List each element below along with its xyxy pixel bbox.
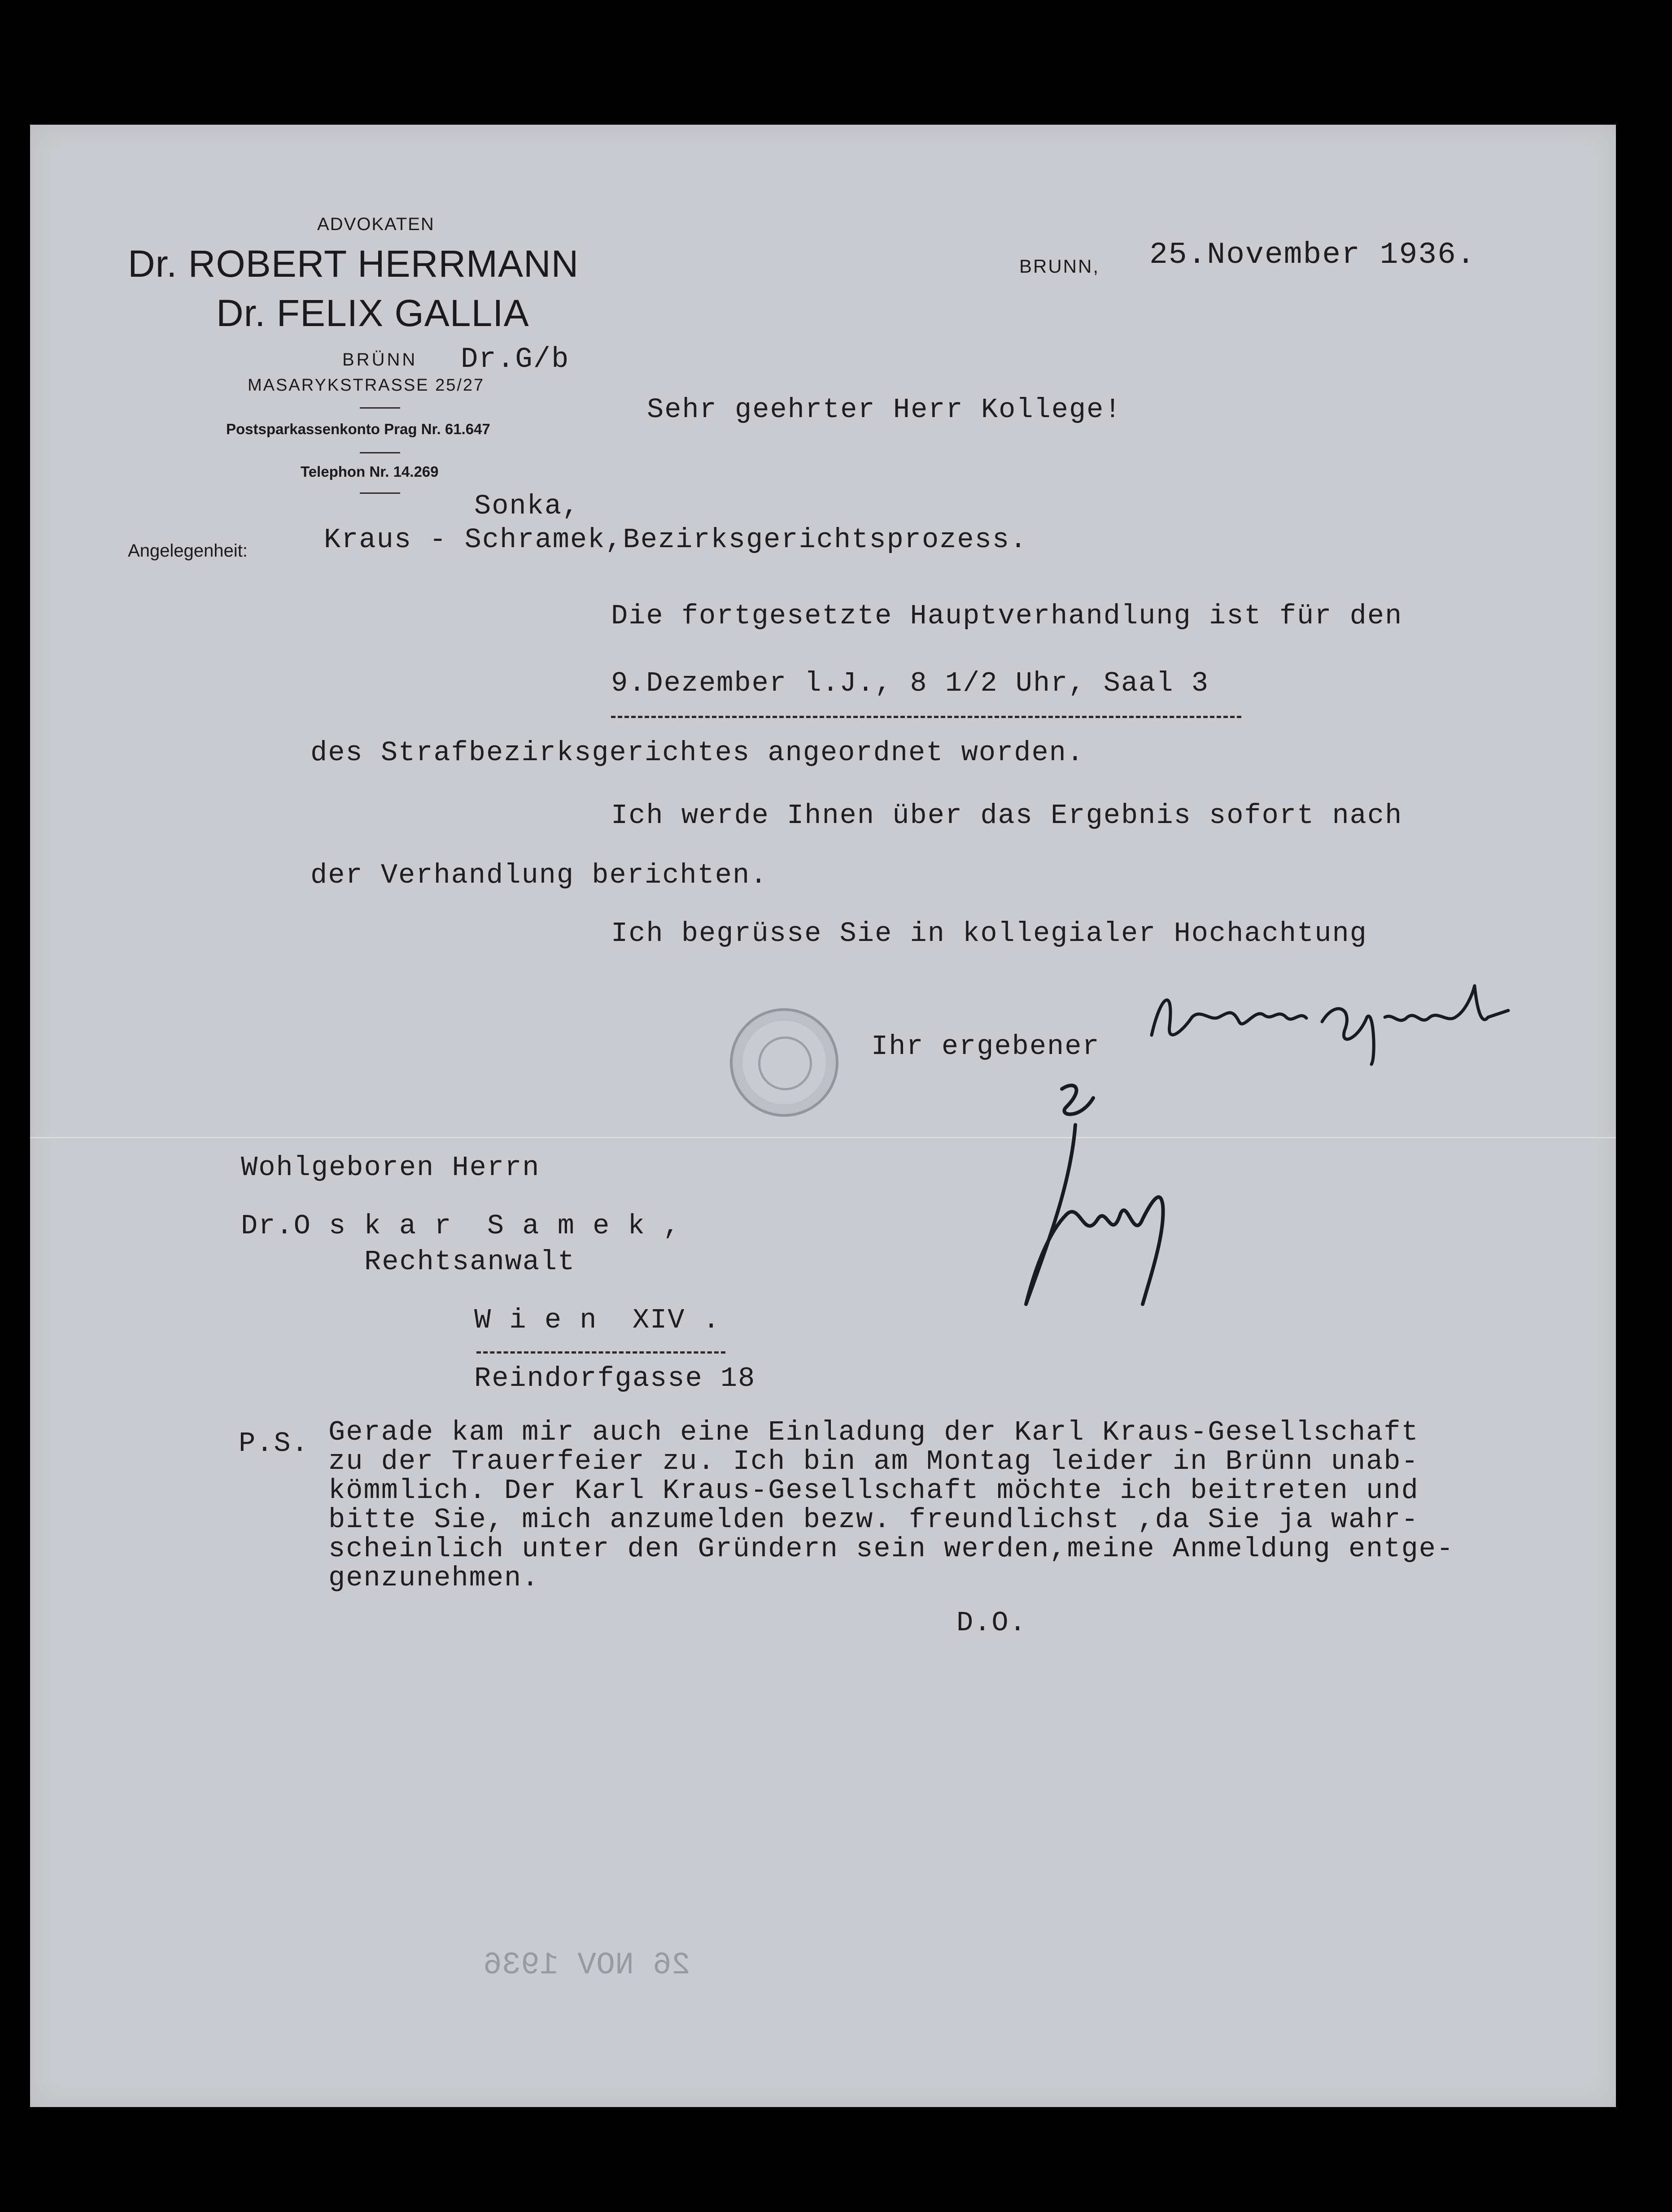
recipient-greeting: Wohlgeboren Herrn [241, 1152, 540, 1184]
recipient-name: Dr.O s k a r S a m e k , [241, 1210, 681, 1242]
letterhead-rule-1 [360, 407, 400, 409]
body-paragraph-1-line-3: des Strafbezirksgerichtes angeordnet worden. [310, 737, 1085, 769]
letterhead-street: MASARYKSTRASSE 25/27 [248, 376, 485, 395]
letterhead-city: BRÜNN [342, 350, 418, 370]
subject-line-2: Kraus - Schramek,Bezirksgerichtsprozess. [324, 524, 1028, 556]
letterhead-name-herrmann: Dr. ROBERT HERRMANN [128, 243, 579, 285]
letterhead-telephone: Telephon Nr. 14.269 [301, 463, 439, 480]
hearing-date-underline [611, 716, 1241, 718]
postscript-line-4: bitte Sie, mich anzumelden bezw. freundlichst ,da Sie ja wahr- [328, 1504, 1419, 1536]
valediction: Ihr ergebener [871, 1031, 1100, 1062]
recipient-city-underline [476, 1351, 725, 1354]
subject-line-1: Sonka, [474, 490, 580, 522]
postscript-initials: D.O. [956, 1607, 1027, 1639]
body-paragraph-1-line-1: Die fortgesetzte Hauptverhandlung ist für den [611, 600, 1403, 632]
letterhead-name-gallia: Dr. FELIX GALLIA [216, 292, 529, 334]
recipient-title: Rechtsanwalt [364, 1246, 576, 1278]
subject-label: Angelegenheit: [128, 541, 248, 561]
recipient-street: Reindorfgasse 18 [474, 1363, 756, 1394]
handwritten-note [1143, 968, 1515, 1067]
postscript-line-6: genzunehmen. [328, 1562, 540, 1594]
hearing-date-line: 9.Dezember l.J., 8 1/2 Uhr, Saal 3 [611, 667, 1209, 699]
letterhead-rule-2 [360, 452, 400, 453]
letter-sheet [30, 125, 1616, 2107]
letterhead-profession: ADVOKATEN [317, 214, 435, 234]
reference-code: Dr.G/b [461, 344, 570, 376]
postscript-line-2: zu der Trauerfeier zu. Ich bin am Montag leider in Brünn unab- [328, 1446, 1419, 1477]
salutation: Sehr geehrter Herr Kollege! [647, 394, 1122, 426]
postscript-line-1: Gerade kam mir auch eine Einladung der Karl Kraus-Gesellschaft [328, 1416, 1419, 1448]
closing-line: Ich begrüsse Sie in kollegialer Hochachtung [611, 918, 1367, 949]
letterhead-rule-3 [360, 492, 400, 494]
body-paragraph-2-line-2: der Verhandlung berichten. [310, 859, 768, 891]
date-city: BRUNN, [1019, 256, 1100, 277]
office-stamp-center [758, 1036, 812, 1090]
handwritten-signature [1008, 1071, 1223, 1322]
office-stamp [730, 1008, 838, 1117]
paper-fold [30, 1137, 1616, 1138]
postscript-line-3: kömmlich. Der Karl Kraus-Gesellschaft möchte ich beitreten und [328, 1475, 1419, 1507]
recipient-city: W i e n XIV . [474, 1304, 720, 1336]
postscript-label: P.S. [239, 1428, 309, 1459]
letterhead-postal-account: Postsparkassenkonto Prag Nr. 61.647 [226, 421, 490, 437]
received-date-stamp: 26 NOV 1936 [483, 1948, 691, 1983]
letter-date: 25.November 1936. [1149, 238, 1476, 272]
body-paragraph-2-line-1: Ich werde Ihnen über das Ergebnis sofort nach [611, 800, 1403, 832]
postscript-line-5: scheinlich unter den Gründern sein werden,meine Anmeldung entge- [328, 1533, 1454, 1565]
